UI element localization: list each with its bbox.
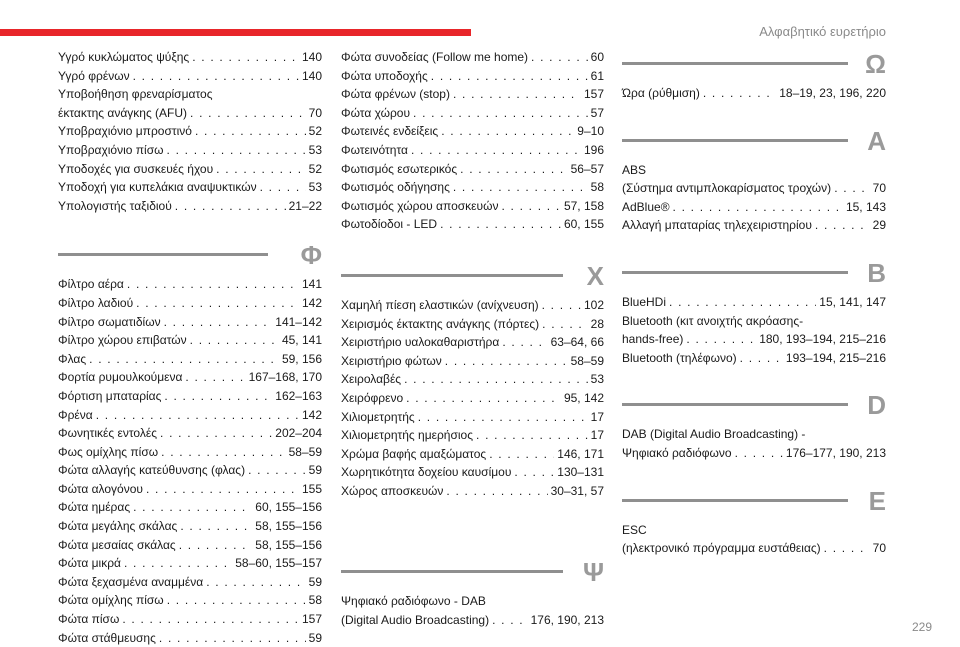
dot-leader [735, 444, 783, 463]
entry-pages: 95, 142 [563, 390, 604, 405]
dot-leader [824, 539, 870, 558]
index-entry [341, 370, 604, 389]
entry-pages: 60, 155 [563, 217, 604, 232]
index-entry [58, 197, 322, 216]
entry-pages: 53 [590, 372, 604, 387]
entry-list [622, 539, 886, 558]
index-entry [341, 389, 604, 408]
section-divider [622, 499, 848, 502]
accent-bar [0, 29, 471, 36]
entry-list [58, 48, 322, 215]
dot-leader [686, 330, 756, 349]
dot-leader [146, 480, 299, 499]
entry-term: Φώτα υποδοχής [341, 68, 428, 83]
index-entry [622, 539, 886, 558]
dot-leader [124, 554, 232, 573]
entry-term: Χειρισμός έκτακτης ανάγκης (πόρτες) [341, 316, 540, 331]
section-letter: Φ [300, 240, 322, 271]
entry-pages: 58–59 [288, 444, 322, 459]
index-entry [341, 141, 604, 160]
dot-leader [492, 611, 528, 630]
dot-leader [175, 197, 286, 216]
dot-leader [206, 573, 305, 592]
entry-term: Φώτα αλλαγής κατεύθυνσης (φλας) [58, 463, 246, 478]
entry-term: Φίλτρο χώρου επιβατών [58, 333, 187, 348]
section-divider [341, 570, 563, 573]
entry-term: Φίλτρο σωματιδίων [58, 314, 161, 329]
entry-pages: 58 [590, 180, 604, 195]
index-entry [58, 67, 322, 86]
section-header-d [622, 389, 886, 425]
entry-term: έκτακτης ανάγκης (AFU) [58, 105, 188, 120]
entry-pages: 57 [590, 105, 604, 120]
section-divider [58, 253, 268, 256]
entry-term: Φωτισμός χώρου αποσκευών [341, 198, 499, 213]
index-entry [58, 424, 322, 443]
entry-pages: 162–163 [275, 388, 322, 403]
entry-pages: 167–168, 170 [248, 370, 322, 385]
entry-pages: 146, 171 [557, 446, 604, 461]
entry-list [622, 293, 886, 312]
entry-pages: 18–19, 23, 196, 220 [779, 86, 886, 100]
index-entry [341, 85, 604, 104]
dot-leader [542, 296, 581, 315]
entry-pages: 30–31, 57 [550, 483, 604, 498]
entry-term: Φλας [58, 351, 87, 366]
index-entry [58, 141, 322, 160]
dot-leader [260, 178, 306, 197]
entry-list [622, 444, 886, 463]
dot-leader [185, 368, 245, 387]
entry-term: Χειρολαβές [341, 372, 402, 387]
entry-term: Φρένα [58, 407, 93, 422]
page-number: 229 [911, 620, 932, 634]
index-entry [341, 104, 604, 123]
index-entry [341, 67, 604, 86]
dot-leader [89, 350, 279, 369]
entry-pages: 70 [872, 541, 886, 556]
entry-pages: 59 [308, 574, 322, 589]
section-letter: D [867, 390, 886, 421]
dot-leader [133, 498, 252, 517]
entry-pages: 157 [583, 87, 604, 102]
index-entry [622, 349, 886, 368]
dot-leader [161, 443, 286, 462]
entry-term: Φωνητικές εντολές [58, 426, 157, 441]
dot-leader [489, 445, 554, 464]
index-entry [622, 179, 886, 198]
dot-leader [136, 294, 299, 313]
index-entry [622, 293, 886, 312]
entry-term: Φορτία ρυμουλκούμενα [58, 370, 183, 385]
page-header-title: Αλφαβητικό ευρετήριο [759, 24, 886, 39]
section-letter: Ψ [582, 557, 604, 588]
dot-leader [248, 461, 306, 480]
index-entry [58, 498, 322, 517]
entry-term: Ψηφιακό ραδιόφωνο [622, 445, 732, 460]
index-entry [341, 333, 604, 352]
entry-term: Φωτεινότητα [341, 142, 408, 157]
entry-term: Φώτα ημέρας [58, 500, 131, 515]
dot-leader [164, 313, 273, 332]
dot-leader [460, 160, 567, 179]
dot-leader [673, 198, 843, 217]
index-entry [58, 160, 322, 179]
entry-pages: 70 [308, 105, 322, 120]
entry-pages: 61 [590, 68, 604, 83]
entry-term: (ηλεκτρονικό πρόγραμμα ευστάθειας) [622, 541, 821, 556]
entry-term: Φίλτρο αέρα [58, 277, 124, 292]
dot-leader [502, 333, 547, 352]
entry-term: Χωρητικότητα δοχείου καυσίμου [341, 465, 512, 480]
entry-pages: 52 [308, 124, 322, 139]
entry-pages: 53 [308, 180, 322, 195]
dot-leader [445, 352, 568, 371]
entry-term: Φώτα συνοδείας (Follow me home) [341, 50, 529, 64]
entry-term: Φώτα μεσαίας σκάλας [58, 537, 176, 552]
entry-term: Υπολογιστής ταξιδιού [58, 198, 172, 213]
index-entry [58, 48, 322, 67]
entry-term: Υποβραχιόνιο μπροστινό [58, 124, 192, 139]
index-entry [341, 215, 604, 234]
index-entry [58, 480, 322, 499]
entry-term: Χιλιομετρητής [341, 409, 415, 424]
entry-term: Φωτισμός εσωτερικός [341, 161, 458, 176]
dot-leader [192, 48, 299, 67]
entry-term: Φωτεινές ενδείξεις [341, 124, 439, 139]
index-entry [58, 368, 322, 387]
index-entry [58, 313, 322, 332]
dot-leader [216, 160, 305, 179]
entry-term: Υποδοχή για κυπελάκια αναψυκτικών [58, 180, 257, 195]
entry-list [622, 179, 886, 235]
entry-pages: 45, 141 [281, 333, 322, 348]
entry-term: AdBlue® [622, 199, 670, 214]
entry-list [341, 296, 604, 501]
entry-pages: 59, 156 [281, 351, 322, 366]
index-column-2 [341, 48, 604, 630]
index-entry [341, 160, 604, 179]
section-letter: Χ [586, 260, 604, 291]
entry-pages: 155 [301, 481, 322, 496]
dot-leader [703, 84, 776, 103]
entry-pages: 193–194, 215–216 [785, 350, 886, 365]
entry-text-line: ESC [622, 522, 647, 537]
index-entry [622, 330, 886, 349]
dot-leader [501, 197, 561, 216]
entry-term: Φώτα φρένων (stop) [341, 87, 450, 102]
dot-leader [159, 629, 306, 647]
dot-leader [96, 406, 299, 425]
entry-term: Bluetooth (τηλέφωνο) [622, 350, 737, 365]
dot-leader [190, 104, 306, 123]
dot-leader [167, 591, 306, 610]
entry-list [341, 611, 604, 630]
entry-pages: 58, 155–156 [255, 537, 322, 552]
entry-pages: 53 [308, 142, 322, 157]
dot-leader [441, 122, 574, 141]
index-entry [58, 85, 322, 104]
index-entry [341, 197, 604, 216]
dot-leader [406, 389, 561, 408]
entry-term: Φώτα αλογόνου [58, 481, 143, 496]
entry-term: Υποδοχές για συσκευές ήχου [58, 161, 214, 176]
entry-pages: 196 [583, 142, 604, 157]
entry-pages: 142 [301, 407, 322, 422]
section-letter: E [868, 485, 886, 516]
index-entry [341, 122, 604, 141]
section-divider [622, 62, 848, 65]
entry-pages: 59 [308, 463, 322, 478]
entry-pages: 60, 155–156 [255, 500, 322, 515]
section-header-e [622, 485, 886, 521]
entry-pages: 58 [308, 593, 322, 608]
index-entry [58, 573, 322, 592]
dot-leader [476, 426, 588, 445]
index-entry [622, 216, 886, 235]
entry-pages: 56–57 [570, 161, 604, 176]
entry-term: Φόρτιση μπαταρίας [58, 388, 162, 403]
index-entry [58, 104, 322, 123]
dot-leader [440, 215, 561, 234]
entry-pages: 202–204 [275, 426, 322, 441]
entry-pages: 60 [590, 50, 604, 64]
entry-pages: 176, 190, 213 [530, 613, 604, 628]
section-header-chi [341, 260, 604, 296]
section-divider [622, 403, 848, 406]
section-letter: B [867, 257, 886, 288]
index-entry [58, 536, 322, 555]
index-entry [341, 352, 604, 371]
index-entry [58, 275, 322, 294]
dot-leader [431, 67, 588, 86]
dot-leader [514, 463, 554, 482]
dot-leader [413, 104, 588, 123]
entry-term: Υγρό κυκλώματος ψύξης [58, 50, 190, 64]
dot-leader [542, 315, 587, 334]
section-header-phi [58, 239, 322, 275]
entry-pages: 180, 193–194, 215–216 [759, 332, 886, 347]
index-entry [58, 350, 322, 369]
entry-term: Φώτα χώρου [341, 105, 411, 120]
dot-leader [815, 216, 870, 235]
index-entry [58, 406, 322, 425]
section-divider [341, 274, 563, 277]
entry-pages: 141 [301, 277, 322, 292]
entry-term: Χαμηλή πίεση ελαστικών (ανίχνευση) [341, 297, 539, 312]
entry-term: Φώτα στάθμευσης [58, 630, 156, 645]
entry-pages: 58, 155–156 [255, 519, 322, 534]
dot-leader [195, 122, 306, 141]
section-header-psi [341, 556, 604, 592]
entry-term: (Digital Audio Broadcasting) [341, 613, 490, 628]
entry-term: Αλλαγή μπαταρίας τηλεχειριστηρίου [622, 218, 812, 233]
section-header-b [622, 257, 886, 293]
entry-text-line: Bluetooth (κιτ ανοιχτής ακρόασης- [622, 313, 804, 328]
dot-leader [190, 331, 279, 350]
entry-text-line: Ψηφιακό ραδιόφωνο - DAB [341, 594, 486, 609]
entry-list [622, 330, 886, 367]
entry-term: Φωτισμός οδήγησης [341, 180, 450, 195]
dot-leader [179, 536, 253, 555]
index-entry [341, 445, 604, 464]
entry-pages: 29 [872, 218, 886, 233]
entry-term: Υποβραχιόνιο πίσω [58, 142, 164, 157]
dot-leader [453, 178, 588, 197]
section-header-a [622, 125, 886, 161]
entry-list [341, 48, 604, 234]
dot-leader [160, 424, 272, 443]
entry-term: Χειριστήριο φώτων [341, 353, 442, 368]
index-entry [341, 315, 604, 334]
entry-text-line: DAB (Digital Audio Broadcasting) - [622, 427, 806, 442]
section-divider [622, 271, 848, 274]
index-entry [58, 554, 322, 573]
index-column-1 [58, 48, 322, 647]
dot-leader [834, 179, 869, 198]
entry-pages: 57, 158 [563, 198, 604, 213]
dot-leader [446, 482, 547, 501]
entry-term: Χρώμα βαφής αμαξώματος [341, 446, 487, 461]
entry-pages: 15, 143 [845, 199, 886, 214]
entry-term: BlueHDi [622, 294, 667, 309]
index-entry [622, 444, 886, 463]
dot-leader [453, 85, 581, 104]
entry-pages: 58–60, 155–157 [235, 556, 322, 571]
index-entry [58, 610, 322, 629]
index-entry [58, 461, 322, 480]
index-column-3 [622, 48, 886, 558]
entry-pages: 70 [872, 181, 886, 196]
index-entry [58, 331, 322, 350]
dot-leader [122, 610, 299, 629]
entry-pages: 63–64, 66 [550, 335, 604, 350]
entry-pages: 58–59 [570, 353, 604, 368]
index-entry [58, 178, 322, 197]
entry-pages: 28 [590, 316, 604, 331]
entry-term: Φώτα μικρά [58, 556, 121, 571]
index-entry [58, 387, 322, 406]
dot-leader [180, 517, 252, 536]
index-entry [58, 443, 322, 462]
dot-leader [669, 293, 816, 312]
entry-list [58, 275, 322, 647]
index-entry [341, 426, 604, 445]
entry-term: Υγρό φρένων [58, 68, 130, 83]
entry-term: Χειριστήριο υαλοκαθαριστήρα [341, 335, 500, 350]
entry-pages: 52 [308, 161, 322, 176]
section-divider [622, 139, 848, 142]
entry-pages: 17 [590, 409, 604, 424]
entry-term: Υποβοήθηση φρεναρίσματος [58, 87, 213, 102]
index-entry [341, 482, 604, 501]
entry-pages: 140 [301, 50, 322, 64]
entry-term: Φωτοδίοδοι - LED [341, 217, 438, 232]
entry-pages: 142 [301, 295, 322, 310]
index-entry [341, 178, 604, 197]
entry-pages: 59 [308, 630, 322, 645]
section-header-omega [622, 48, 886, 84]
dot-leader [411, 141, 581, 160]
entry-pages: 141–142 [275, 314, 322, 329]
entry-term: Χώρος αποσκευών [341, 483, 444, 498]
entry-pages: 9–10 [577, 124, 604, 139]
entry-term: Ώρα (ρύθμιση) [622, 86, 700, 100]
index-entry [341, 611, 604, 630]
index-entry [341, 296, 604, 315]
dot-leader [740, 349, 783, 368]
entry-term: (Σύστημα αντιμπλοκαρίσματος τροχών) [622, 181, 832, 196]
index-entry [341, 408, 604, 427]
entry-pages: 140 [301, 68, 322, 83]
index-entry [58, 591, 322, 610]
entry-term: Φώτα πίσω [58, 612, 120, 627]
entry-pages: 15, 141, 147 [819, 294, 886, 309]
index-entry [58, 517, 322, 536]
entry-pages: 17 [590, 428, 604, 443]
entry-list [622, 84, 886, 103]
entry-term: Χειρόφρενο [341, 390, 404, 405]
entry-term: Φώτα ομίχλης πίσω [58, 593, 164, 608]
entry-pages: 130–131 [557, 465, 604, 480]
entry-pages: 102 [583, 297, 604, 312]
entry-term: Φως ομίχλης πίσω [58, 444, 159, 459]
dot-leader [127, 275, 299, 294]
entry-term: Φώτα ξεχασμένα αναμμένα [58, 574, 204, 589]
dot-leader [133, 67, 299, 86]
index-entry [341, 48, 604, 67]
entry-term: Φώτα μεγάλης σκάλας [58, 519, 178, 534]
dot-leader [531, 48, 588, 67]
dot-leader [404, 370, 588, 389]
entry-text-line: ABS [622, 162, 647, 177]
entry-pages: 157 [301, 612, 322, 627]
dot-leader [418, 408, 588, 427]
index-entry [622, 84, 886, 103]
section-letter: Ω [865, 49, 886, 79]
index-entry [58, 629, 322, 647]
entry-pages: 176–177, 190, 213 [785, 445, 886, 460]
dot-leader [167, 141, 306, 160]
index-entry [341, 463, 604, 482]
entry-pages: 21–22 [288, 198, 322, 213]
entry-term: Χιλιομετρητής ημερήσιος [341, 428, 474, 443]
index-entry [58, 294, 322, 313]
section-letter: A [867, 125, 886, 156]
entry-term: hands-free) [622, 332, 684, 347]
entry-term: Φίλτρο λαδιού [58, 295, 134, 310]
index-entry [58, 122, 322, 141]
dot-leader [164, 387, 272, 406]
index-entry [622, 198, 886, 217]
